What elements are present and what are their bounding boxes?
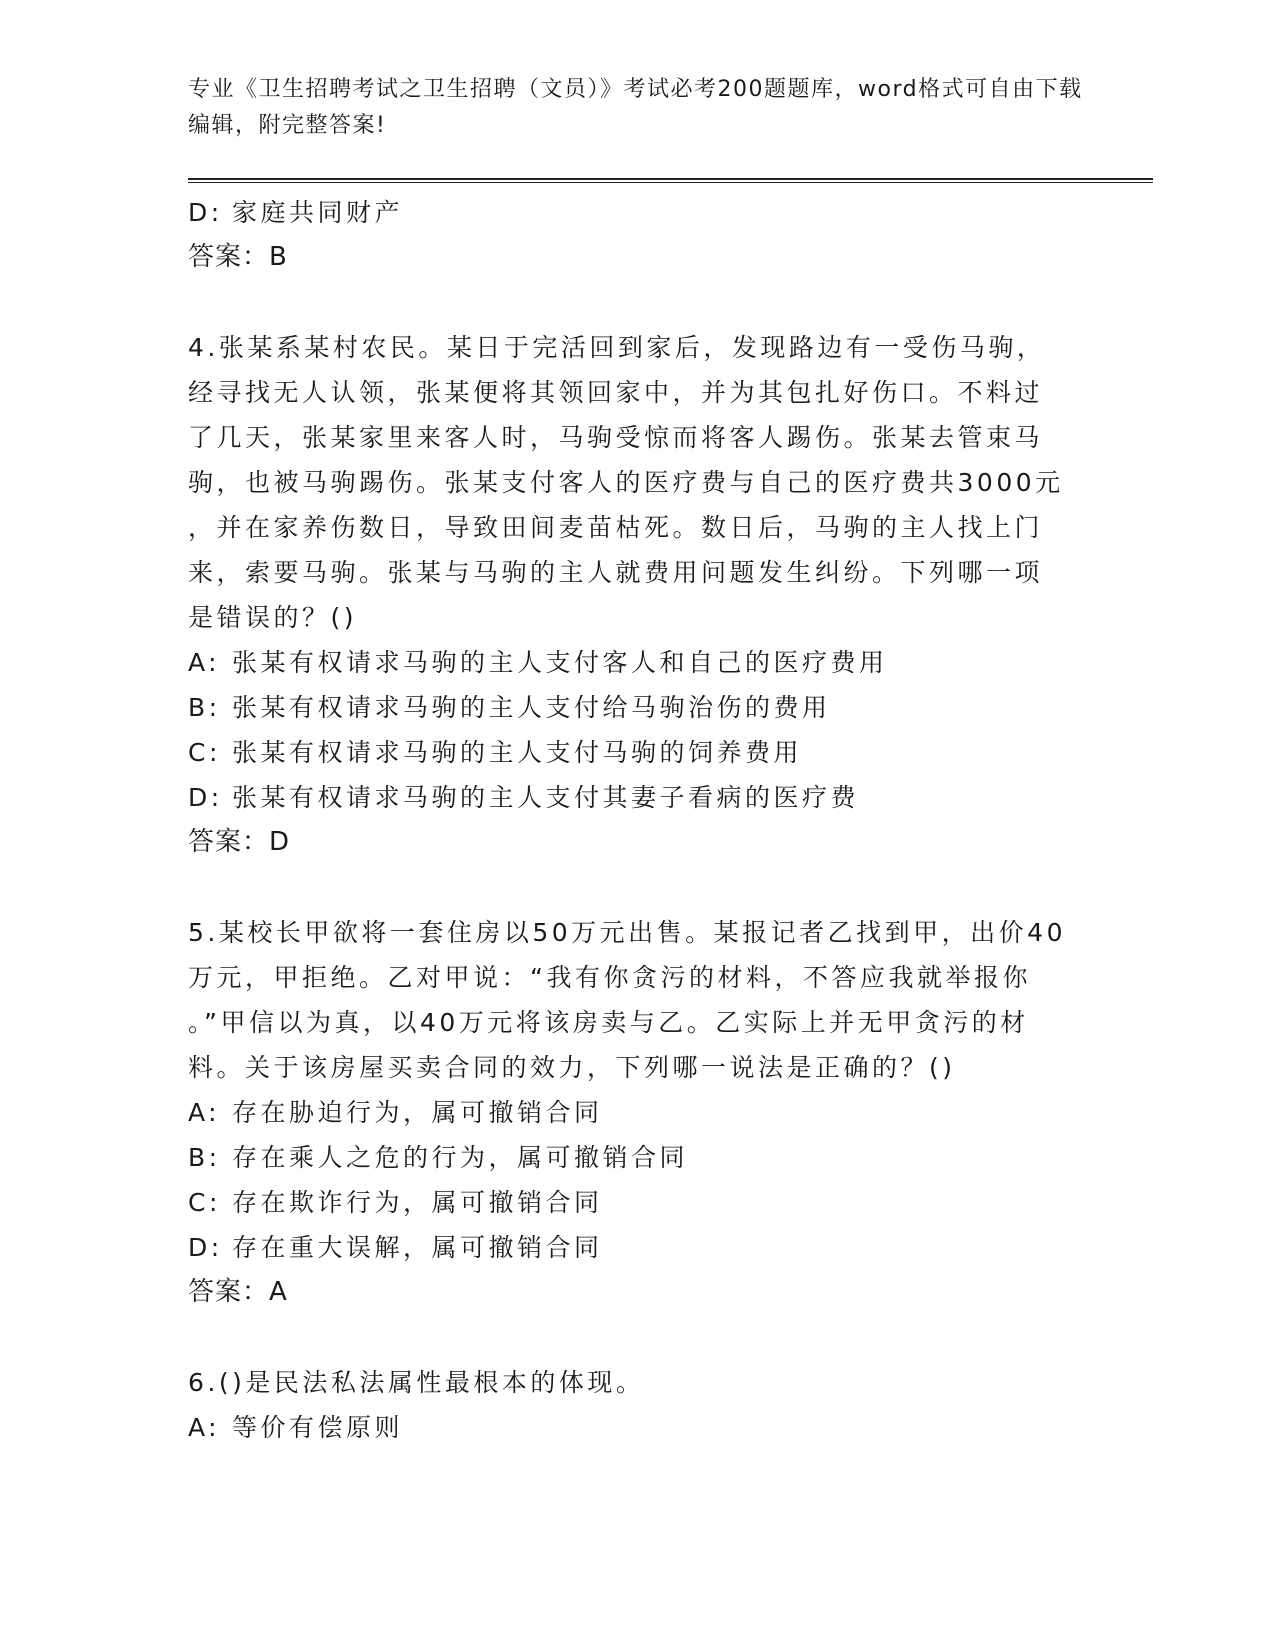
option-letter: D: bbox=[188, 198, 223, 227]
option-c bbox=[188, 1180, 1088, 1225]
option-b bbox=[188, 1135, 1088, 1180]
option-text: 存在重大误解，属可撤销合同 bbox=[232, 1233, 603, 1262]
option-text: 家庭共同财产 bbox=[232, 198, 404, 227]
header-divider bbox=[188, 178, 1153, 183]
question-spacer bbox=[188, 1315, 1088, 1360]
question-text-line: 来，索要马驹。张某与马驹的主人就费用问题发生纠纷。下列哪一项 bbox=[188, 558, 1044, 587]
option-b bbox=[188, 685, 1088, 730]
answer-label: 答案：B bbox=[188, 242, 288, 272]
question-text-line: 了几天，张某家里来客人时，马驹受惊而将客人踢伤。张某去管束马 bbox=[188, 423, 1044, 452]
option-letter: A: bbox=[188, 1413, 221, 1442]
option-letter: D: bbox=[188, 1233, 223, 1262]
option-text: 存在乘人之危的行为，属可撤销合同 bbox=[232, 1143, 689, 1172]
option-letter: C: bbox=[188, 1188, 221, 1217]
option-a bbox=[188, 640, 1088, 685]
option-text: 张某有权请求马驹的主人支付给马驹治伤的费用 bbox=[232, 693, 831, 722]
answer-label: 答案：D bbox=[188, 827, 291, 857]
question-text-line: 驹，也被马驹踢伤。张某支付客人的医疗费与自己的医疗费共3000元 bbox=[188, 468, 1064, 497]
option-a bbox=[188, 1405, 1088, 1450]
question-4 bbox=[188, 325, 1088, 865]
option-d bbox=[188, 775, 1088, 820]
option-letter: B: bbox=[188, 693, 221, 722]
question-text-line: 万元，甲拒绝。乙对甲说：“我有你贪污的材料，不答应我就举报你 bbox=[188, 963, 1031, 992]
question-spacer bbox=[188, 280, 1088, 325]
question-text-line: 5.某校长甲欲将一套住房以50万元出售。某报记者乙找到甲，出价40 bbox=[188, 918, 1066, 947]
question-text-line: ，并在家养伤数日，导致田间麦苗枯死。数日后，马驹的主人找上门 bbox=[188, 513, 1044, 542]
option-text: 存在欺诈行为，属可撤销合同 bbox=[232, 1188, 603, 1217]
option-d bbox=[188, 1225, 1088, 1270]
question-text-line: 6.()是民法私法属性最根本的体现。 bbox=[188, 1368, 645, 1397]
option-letter: C: bbox=[188, 738, 221, 767]
document-content bbox=[188, 190, 1088, 1450]
option-letter: D: bbox=[188, 783, 223, 812]
option-text: 存在胁迫行为，属可撤销合同 bbox=[232, 1098, 603, 1127]
option-text: 等价有偿原则 bbox=[232, 1413, 404, 1442]
question-text-line: 。”甲信以为真，以40万元将该房卖与乙。乙实际上并无甲贪污的材 bbox=[188, 1008, 1029, 1037]
option-letter: A: bbox=[188, 648, 221, 677]
question-text-line: 经寻找无人认领，张某便将其领回家中，并为其包扎好伤口。不料过 bbox=[188, 378, 1044, 407]
option-letter: A: bbox=[188, 1098, 221, 1127]
option-c bbox=[188, 730, 1088, 775]
question-6 bbox=[188, 1360, 1088, 1450]
option-letter: B: bbox=[188, 1143, 221, 1172]
option-text: 张某有权请求马驹的主人支付其妻子看病的医疗费 bbox=[232, 783, 860, 812]
question-5 bbox=[188, 910, 1088, 1315]
question-spacer bbox=[188, 865, 1088, 910]
option-d bbox=[188, 190, 1088, 235]
document-header-title: 专业《卫生招聘考试之卫生招聘（文员）》考试必考200题题库，word格式可自由下载编辑，附完整答案! bbox=[188, 77, 1083, 138]
option-text: 张某有权请求马驹的主人支付马驹的饲养费用 bbox=[232, 738, 803, 767]
option-text: 张某有权请求马驹的主人支付客人和自己的医疗费用 bbox=[232, 648, 888, 677]
answer-label: 答案：A bbox=[188, 1277, 288, 1307]
question-text-line: 料。关于该房屋买卖合同的效力，下列哪一说法是正确的？() bbox=[188, 1053, 956, 1082]
question-text-line: 是错误的？() bbox=[188, 603, 358, 632]
question-text-line: 4.张某系某村农民。某日于完活回到家后，发现路边有一受伤马驹， bbox=[188, 333, 1046, 362]
option-a bbox=[188, 1090, 1088, 1135]
